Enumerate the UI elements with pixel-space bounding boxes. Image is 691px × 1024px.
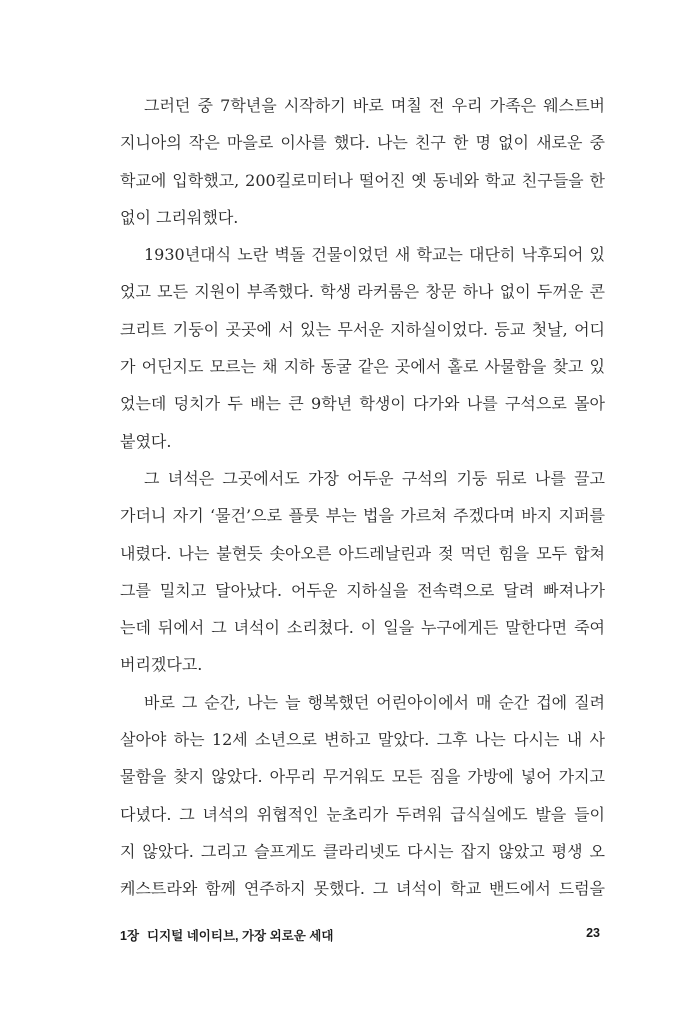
text-line: 지니아의 작은 마을로 이사를 했다. 나는 친구 한 명 없이 새로운 중	[120, 133, 605, 153]
text-line: 가더니 자기 ‘물건’으로 플룻 부는 법을 가르쳐 주겠다며 바지 지퍼를	[120, 506, 605, 526]
text-line: 가 어딘지도 모르는 채 지하 동굴 같은 곳에서 홀로 사물함을 찾고 있	[120, 357, 605, 377]
text-line: 없이 그리워했다.	[120, 207, 239, 227]
text-line: 크리트 기둥이 곳곳에 서 있는 무서운 지하실이었다. 등교 첫날, 어디	[120, 319, 605, 339]
text-line: 지 않았다. 그리고 슬프게도 클라리넷도 다시는 잡지 않았고 평생 오	[120, 841, 605, 861]
text-line: 바로 그 순간, 나는 늘 행복했던 어린아이에서 매 순간 겁에 질려	[144, 692, 605, 712]
chapter-number: 1장	[120, 929, 140, 943]
text-line: 붙였다.	[120, 431, 172, 451]
text-line: 었는데 덩치가 두 배는 큰 9학년 학생이 다가와 나를 구석으로 몰아	[120, 394, 605, 414]
page-number: 23	[586, 926, 600, 940]
text-line: 살아야 하는 12세 소년으로 변하고 말았다. 그후 나는 다시는 내 사	[120, 730, 605, 750]
text-line: 그러던 중 7학년을 시작하기 바로 며칠 전 우리 가족은 웨스트버	[144, 96, 605, 115]
chapter-title: 디지털 네이티브, 가장 외로운 세대	[147, 929, 334, 943]
text-line: 케스트라와 함께 연주하지 못했다. 그 녀석이 학교 밴드에서 드럼을	[120, 879, 605, 899]
text-line: 1930년대식 노란 벽돌 건물이었던 새 학교는 대단히 낙후되어 있	[144, 245, 605, 265]
text-line: 는데 뒤에서 그 녀석이 소리쳤다. 이 일을 누구에게든 말한다면 죽여	[120, 618, 605, 638]
text-line: 물함을 찾지 않았다. 아무리 무거워도 모든 짐을 가방에 넣어 가지고	[120, 767, 605, 787]
running-footer-chapter	[120, 926, 333, 944]
text-line: 내렸다. 나는 불현듯 솟아오른 아드레날린과 젖 먹던 힘을 모두 합쳐	[120, 543, 605, 563]
text-line: 버리겠다고.	[120, 655, 203, 675]
text-line: 었고 모든 지원이 부족했다. 학생 라커룸은 창문 하나 없이 두꺼운 콘	[120, 282, 605, 302]
text-line: 그를 밀치고 달아났다. 어두운 지하실을 전속력으로 달려 빠져나가	[120, 580, 605, 600]
page-footer	[120, 926, 600, 948]
text-line: 다녔다. 그 녀석의 위협적인 눈초리가 두려워 급식실에도 발을 들이	[120, 804, 605, 824]
text-line: 학교에 입학했고, 200킬로미터나 떨어진 옛 동네와 학교 친구들을 한	[120, 170, 605, 190]
text-line: 그 녀석은 그곳에서도 가장 어두운 구석의 기둥 뒤로 나를 끌고	[144, 468, 605, 488]
body-text	[120, 92, 605, 913]
